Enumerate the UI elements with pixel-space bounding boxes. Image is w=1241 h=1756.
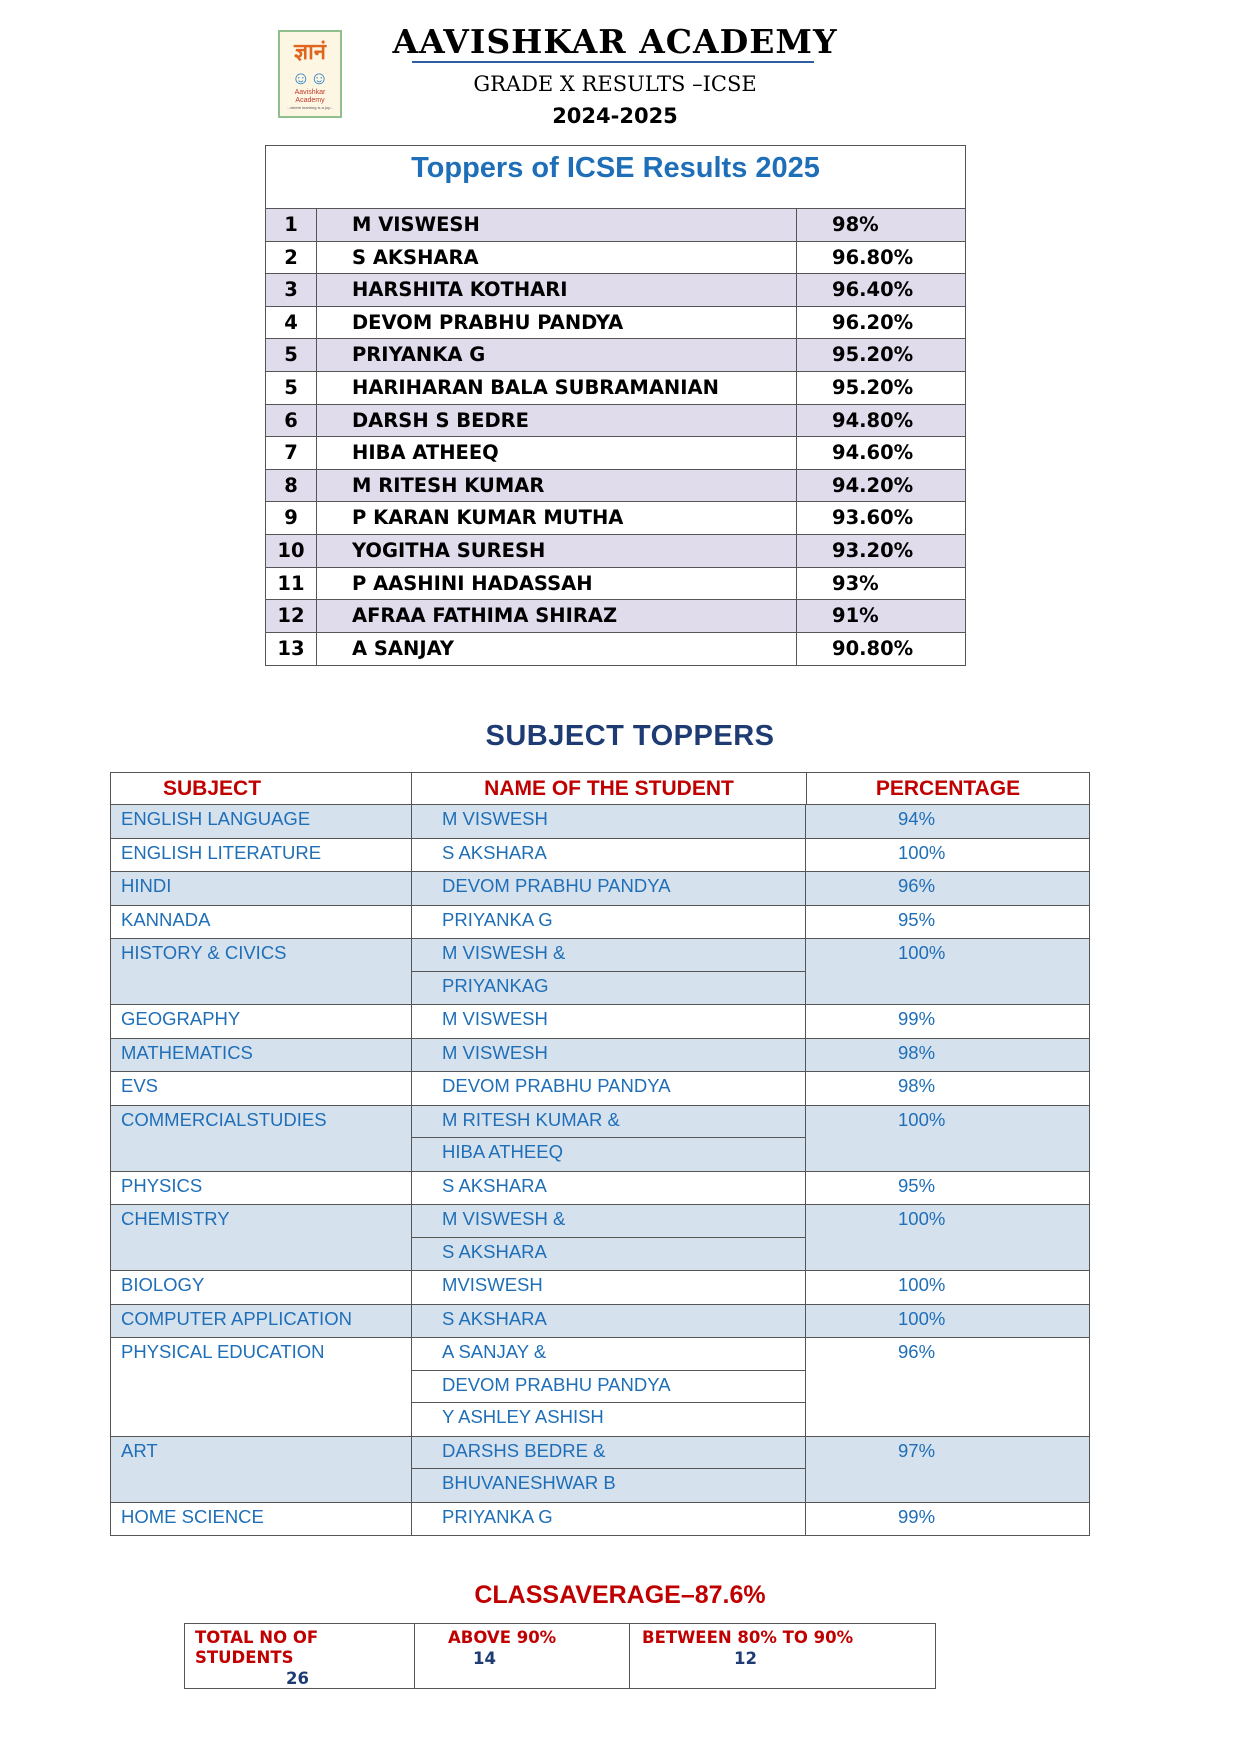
subject-toppers-table — [110, 772, 1090, 1536]
topper-percent: 94.20% — [832, 473, 914, 497]
student-names — [412, 1305, 806, 1338]
subject-name: CHEMISTRY — [111, 1205, 412, 1270]
topper-name: P KARAN KUMAR MUTHA — [317, 502, 797, 534]
class-average: CLASSAVERAGE–87.6% — [474, 1581, 766, 1609]
subject-row — [111, 939, 1089, 1005]
student-names — [412, 1205, 806, 1270]
student-names — [412, 1072, 806, 1105]
student-names — [412, 1039, 806, 1072]
topper-percent: 96.40% — [832, 278, 914, 302]
toppers-table — [265, 145, 966, 666]
subject-percent: 96% — [898, 875, 936, 896]
student-names — [412, 1005, 806, 1038]
student-name: DEVOM PRABHU PANDYA — [442, 875, 671, 896]
title-underline — [412, 61, 814, 63]
topper-name: DEVOM PRABHU PANDYA — [317, 307, 797, 339]
subject-row — [111, 805, 1089, 839]
topper-rank: 10 — [266, 535, 317, 567]
subject-percent: 99% — [898, 1505, 936, 1527]
student-names — [412, 939, 806, 1004]
topper-percent: 93% — [832, 571, 879, 595]
subject-percent: 95% — [898, 908, 936, 930]
topper-rank: 1 — [266, 209, 317, 241]
student-names — [412, 839, 806, 872]
logo-tagline: ...where learning is a joy... — [286, 105, 334, 110]
subject-name: PHYSICS — [111, 1172, 412, 1205]
topper-percent: 96.80% — [832, 245, 914, 269]
subject-row — [111, 1005, 1089, 1039]
topper-percent: 91% — [832, 604, 879, 628]
subject-name: PHYSICAL EDUCATION — [111, 1338, 412, 1436]
subject-row — [111, 1271, 1089, 1305]
subject-name: ENGLISH LANGUAGE — [111, 805, 412, 838]
subject-name: BIOLOGY — [111, 1271, 412, 1304]
student-name: M RITESH KUMAR & — [412, 1106, 805, 1139]
summary-above-90 — [415, 1624, 630, 1688]
summary-label: TOTAL NO OF STUDENTS — [195, 1628, 319, 1667]
subject-percent: 99% — [898, 1008, 936, 1029]
student-name: M VISWESH — [442, 1041, 548, 1063]
topper-row — [266, 405, 965, 438]
toppers-rows — [266, 209, 965, 665]
subject-row — [111, 1437, 1089, 1503]
topper-row — [266, 242, 965, 275]
topper-row — [266, 372, 965, 405]
topper-percent: 94.80% — [832, 408, 914, 432]
subject-percent: 100% — [898, 1108, 946, 1130]
student-names — [412, 805, 806, 838]
summary-80-to-90 — [630, 1624, 935, 1688]
student-names — [412, 872, 806, 905]
student-names — [412, 1106, 806, 1171]
topper-row — [266, 568, 965, 601]
subject-name: GEOGRAPHY — [111, 1005, 412, 1038]
topper-percent: 90.80% — [832, 636, 914, 660]
header-subject: SUBJECT — [111, 773, 412, 804]
topper-name: DARSH S BEDRE — [317, 405, 797, 437]
student-name: M VISWESH — [442, 1008, 548, 1029]
subject-name: HISTORY & CIVICS — [111, 939, 412, 1004]
subject-row — [111, 872, 1089, 906]
topper-name: AFRAA FATHIMA SHIRAZ — [317, 600, 797, 632]
topper-name: P AASHINI HADASSAH — [317, 568, 797, 600]
topper-row — [266, 470, 965, 503]
topper-name: HARSHITA KOTHARI — [317, 274, 797, 306]
subject-percent: 100% — [898, 942, 946, 963]
subject-percent: 100% — [898, 1307, 946, 1329]
student-name: DEVOM PRABHU PANDYA — [442, 1075, 671, 1096]
student-names — [412, 1271, 806, 1304]
topper-rank: 12 — [266, 600, 317, 632]
topper-rank: 6 — [266, 405, 317, 437]
subject-name: ENGLISH LITERATURE — [111, 839, 412, 872]
topper-rank: 13 — [266, 633, 317, 666]
topper-percent: 93.60% — [832, 506, 914, 530]
subject-percent: 100% — [898, 1208, 946, 1229]
subject-percent: 96% — [898, 1341, 936, 1362]
topper-row — [266, 339, 965, 372]
summary-value: 26 — [286, 1669, 309, 1688]
subject-name: EVS — [111, 1072, 412, 1105]
topper-rank: 8 — [266, 470, 317, 502]
subject-percent: 94% — [898, 808, 936, 829]
student-name: A SANJAY & — [412, 1338, 805, 1371]
topper-row — [266, 600, 965, 633]
academy-logo — [278, 30, 342, 118]
topper-percent: 96.20% — [832, 310, 914, 334]
student-names — [412, 1338, 806, 1436]
topper-name: YOGITHA SURESH — [317, 535, 797, 567]
subject-name: COMMERCIALSTUDIES — [111, 1106, 412, 1171]
summary-value: 12 — [734, 1649, 757, 1668]
student-name: M VISWESH & — [412, 1205, 805, 1238]
student-names — [412, 1172, 806, 1205]
subject-row — [111, 1305, 1089, 1339]
subject-row — [111, 1503, 1089, 1536]
topper-rank: 5 — [266, 372, 317, 404]
subject-row — [111, 1039, 1089, 1073]
topper-rank: 11 — [266, 568, 317, 600]
subject-percent: 97% — [898, 1439, 936, 1461]
topper-name: PRIYANKA G — [317, 339, 797, 371]
subject-row — [111, 1106, 1089, 1172]
subject-name: KANNADA — [111, 906, 412, 939]
subject-rows — [111, 805, 1089, 1535]
summary-label: ABOVE 90% — [448, 1628, 557, 1647]
topper-rank: 5 — [266, 339, 317, 371]
topper-row — [266, 535, 965, 568]
student-names — [412, 1503, 806, 1536]
subject-row — [111, 1205, 1089, 1271]
topper-name: HARIHARAN BALA SUBRAMANIAN — [317, 372, 797, 404]
subject-name: COMPUTER APPLICATION — [111, 1305, 412, 1338]
logo-glyph: ज्ञानं — [293, 40, 326, 65]
topper-rank: 4 — [266, 307, 317, 339]
subject-name: HINDI — [111, 872, 412, 905]
student-name: PRIYANKAG — [442, 974, 549, 996]
student-name: PRIYANKA G — [442, 1505, 553, 1527]
toppers-title: Toppers of ICSE Results 2025 — [266, 146, 965, 209]
topper-percent: 95.20% — [832, 375, 914, 399]
topper-rank: 9 — [266, 502, 317, 534]
subject-row — [111, 839, 1089, 873]
header-percentage: PERCENTAGE — [875, 777, 1021, 800]
logo-caption: Aavishkar Academy — [294, 89, 326, 104]
student-name: S AKSHARA — [442, 1240, 547, 1262]
student-name: BHUVANESHWAR B — [442, 1472, 616, 1493]
student-name: S AKSHARA — [442, 1174, 547, 1196]
subject-row — [111, 1072, 1089, 1106]
children-icon: ☺☺ — [291, 68, 329, 88]
topper-percent: 95.20% — [832, 343, 914, 367]
subject-percent: 95% — [898, 1174, 936, 1196]
topper-row — [266, 633, 965, 666]
academy-name: AAVISHKAR ACADEMY — [392, 22, 838, 61]
topper-rank: 2 — [266, 242, 317, 274]
student-name: DARSHS BEDRE & — [412, 1437, 805, 1470]
student-name: MVISWESH — [442, 1274, 543, 1295]
summary-table — [184, 1623, 936, 1689]
subject-percent: 100% — [898, 841, 946, 863]
subject-table-header — [111, 773, 1089, 805]
topper-percent: 94.60% — [832, 441, 914, 465]
subject-name: HOME SCIENCE — [111, 1503, 412, 1536]
topper-percent: 98% — [832, 213, 879, 236]
topper-name: A SANJAY — [317, 633, 797, 666]
subject-toppers-heading: SUBJECT TOPPERS — [485, 720, 775, 752]
subject-row — [111, 1172, 1089, 1206]
topper-percent: 93.20% — [832, 538, 914, 562]
student-name: DEVOM PRABHU PANDYA — [412, 1371, 805, 1404]
topper-rank: 7 — [266, 437, 317, 469]
subject-row — [111, 906, 1089, 940]
student-name: PRIYANKA G — [442, 908, 553, 930]
student-name: M VISWESH — [442, 808, 548, 829]
topper-row — [266, 307, 965, 340]
topper-name: M VISWESH — [317, 209, 797, 241]
summary-total — [185, 1624, 415, 1688]
subject-percent: 98% — [898, 1075, 936, 1096]
subject-row — [111, 1338, 1089, 1437]
student-names — [412, 906, 806, 939]
topper-row — [266, 502, 965, 535]
topper-row — [266, 209, 965, 242]
student-name: S AKSHARA — [442, 1307, 547, 1329]
topper-name: HIBA ATHEEQ — [317, 437, 797, 469]
student-name: S AKSHARA — [442, 841, 547, 863]
academic-year: 2024-2025 — [552, 104, 678, 128]
subject-name: ART — [111, 1437, 412, 1502]
grade-title: GRADE X RESULTS –ICSE — [473, 72, 757, 96]
header-student: NAME OF THE STUDENT — [412, 773, 807, 804]
student-names — [412, 1437, 806, 1502]
topper-name: S AKSHARA — [317, 242, 797, 274]
subject-name: MATHEMATICS — [111, 1039, 412, 1072]
subject-percent: 100% — [898, 1274, 946, 1295]
topper-rank: 3 — [266, 274, 317, 306]
topper-name: M RITESH KUMAR — [317, 470, 797, 502]
student-name: HIBA ATHEEQ — [442, 1141, 563, 1162]
student-name: M VISWESH & — [412, 939, 805, 972]
summary-value: 14 — [473, 1649, 496, 1668]
topper-row — [266, 274, 965, 307]
topper-row — [266, 437, 965, 470]
subject-percent: 98% — [898, 1041, 936, 1063]
student-name: Y ASHLEY ASHISH — [442, 1406, 604, 1427]
summary-label: BETWEEN 80% TO 90% — [642, 1628, 854, 1647]
